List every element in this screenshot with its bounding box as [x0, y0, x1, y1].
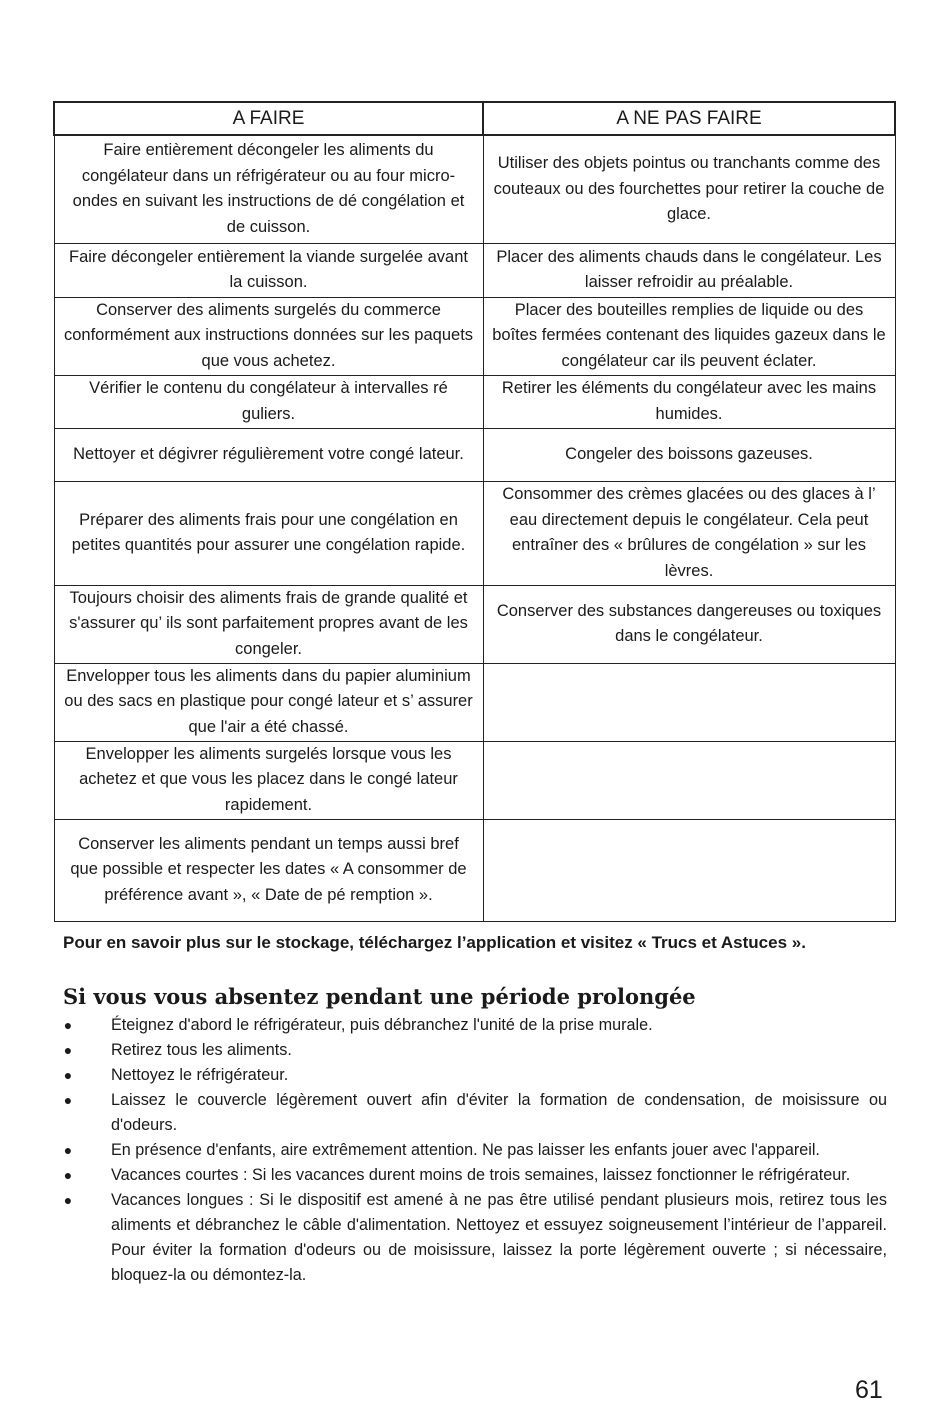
bullet-icon: ●	[63, 1142, 73, 1158]
list-item-text: Vacances longues : Si le dispositif est amené à ne pas être utilisé pendant plusieurs mois, retirez tous les aliments et débranchez le câble d'alimentation. Nettoyez et essuyez soigneusement l’intérieur de l’appareil. Pour éviter la formation d'odeurs ou de moisissure, laissez la porte légèrement ouverte ; si nécessaire, bloquez-la ou démontez-la.	[111, 1191, 887, 1284]
do-cell: Conserver des aliments surgelés du commerce conformément aux instructions données sur les paquets que vous achetez.	[54, 297, 483, 375]
list-item	[63, 1138, 887, 1163]
list-item-text: En présence d'enfants, aire extrêmement attention. Ne pas laisser les enfants jouer avec l'appareil.	[111, 1141, 820, 1159]
list-item-text: Vacances courtes : Si les vacances durent moins de trois semaines, laissez fonctionner le réfrigérateur.	[111, 1166, 851, 1184]
dont-cell: Congeler des boissons gazeuses.	[483, 428, 895, 481]
table-row	[54, 585, 895, 663]
dont-cell	[483, 741, 895, 819]
dont-cell: Conserver des substances dangereuses ou toxiques dans le congélateur.	[483, 585, 895, 663]
do-cell: Toujours choisir des aliments frais de grande qualité et s'assurer qu’ ils sont parfaitement propres avant de les congeler.	[54, 585, 483, 663]
dont-cell: Utiliser des objets pointus ou tranchants comme des couteaux ou des fourchettes pour retirer la couche de glace.	[483, 135, 895, 243]
table-row	[54, 375, 895, 428]
storage-tip-note: Pour en savoir plus sur le stockage, téléchargez l’application et visitez « Trucs et Astuces ».	[63, 933, 806, 952]
table-row	[54, 663, 895, 741]
bullet-icon: ●	[63, 1042, 73, 1058]
dont-cell: Placer des aliments chauds dans le congélateur. Les laisser refroidir au préalable.	[483, 243, 895, 297]
bullet-icon: ●	[63, 1067, 73, 1083]
do-cell: Faire décongeler entièrement la viande surgelée avant la cuisson.	[54, 243, 483, 297]
table-row	[54, 243, 895, 297]
list-item	[63, 1088, 887, 1138]
header-do: A FAIRE	[54, 102, 483, 135]
list-item-text: Laissez le couvercle légèrement ouvert afin d'éviter la formation de condensation, de moisissure ou d'odeurs.	[111, 1091, 887, 1134]
bullet-icon: ●	[63, 1192, 73, 1208]
list-item-text: Éteignez d'abord le réfrigérateur, puis débranchez l'unité de la prise murale.	[111, 1016, 653, 1034]
dont-cell: Consommer des crèmes glacées ou des glaces à l’ eau directement depuis le congélateur. Cela peut entraîner des « brûlures de congélation » sur les lèvres.	[483, 481, 895, 585]
do-cell: Faire entièrement décongeler les aliments du congélateur dans un réfrigérateur ou au four micro-ondes en suivant les instructions de dé congélation et de cuisson.	[54, 135, 483, 243]
bullet-icon: ●	[63, 1092, 73, 1108]
table-row	[54, 819, 895, 921]
dont-cell	[483, 819, 895, 921]
absence-instructions-list	[63, 1013, 887, 1288]
do-cell: Préparer des aliments frais pour une congélation en petites quantités pour assurer une congélation rapide.	[54, 481, 483, 585]
table-row	[54, 135, 895, 243]
list-item-text: Retirez tous les aliments.	[111, 1041, 292, 1059]
section-title: Si vous vous absentez pendant une période prolongée	[63, 984, 696, 1009]
table-row	[54, 741, 895, 819]
do-cell: Envelopper tous les aliments dans du papier aluminium ou des sacs en plastique pour congé lateur et s’ assurer que l'air a été chassé.	[54, 663, 483, 741]
list-item	[63, 1038, 887, 1063]
bullet-icon: ●	[63, 1017, 73, 1033]
do-cell: Envelopper les aliments surgelés lorsque vous les achetez et que vous les placez dans le congé lateur rapidement.	[54, 741, 483, 819]
dont-cell: Retirer les éléments du congélateur avec les mains humides.	[483, 375, 895, 428]
list-item	[63, 1188, 887, 1288]
table-header-row	[54, 102, 895, 135]
do-cell: Conserver les aliments pendant un temps aussi bref que possible et respecter les dates « A consommer de préférence avant », « Date de pé remption ».	[54, 819, 483, 921]
do-cell: Vérifier le contenu du congélateur à intervalles ré guliers.	[54, 375, 483, 428]
header-dont: A NE PAS FAIRE	[483, 102, 895, 135]
list-item	[63, 1013, 887, 1038]
table-row	[54, 428, 895, 481]
dont-cell: Placer des bouteilles remplies de liquide ou des boîtes fermées contenant des liquides gazeux dans le congélateur car ils peuvent éclater.	[483, 297, 895, 375]
list-item	[63, 1163, 887, 1188]
bullet-icon: ●	[63, 1167, 73, 1183]
list-item-text: Nettoyez le réfrigérateur.	[111, 1066, 289, 1084]
do-cell: Nettoyer et dégivrer régulièrement votre congé lateur.	[54, 428, 483, 481]
table-row	[54, 297, 895, 375]
dont-cell	[483, 663, 895, 741]
table-row	[54, 481, 895, 585]
list-item	[63, 1063, 887, 1088]
do-dont-table	[53, 101, 896, 922]
page-number: 61	[855, 1376, 883, 1404]
